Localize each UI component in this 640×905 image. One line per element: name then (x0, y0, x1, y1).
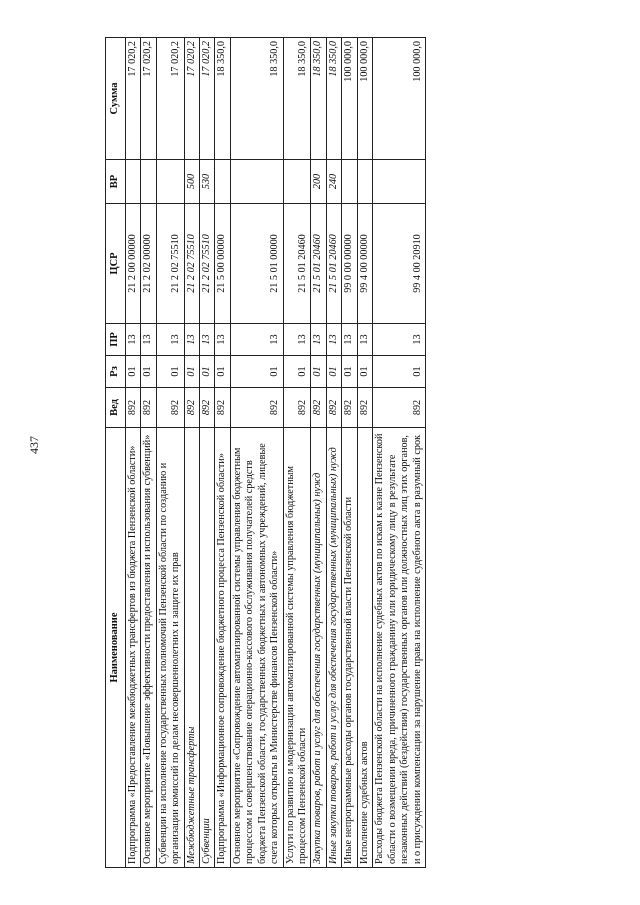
header-csr: ЦСР (106, 204, 126, 324)
cell-rz: 01 (342, 356, 357, 388)
cell-csr: 21 2 02 75510 (156, 204, 184, 324)
cell-vr: 500 (184, 160, 199, 204)
cell-sum: 18 350,0 (311, 38, 326, 160)
table-row (326, 38, 341, 868)
cell-name: Услуги по развитию и модернизации автоматизированной системы управления бюджетным процессом Пензенской области (283, 428, 311, 868)
table-row (230, 38, 283, 868)
cell-rz: 01 (357, 356, 372, 388)
cell-ved: 892 (125, 388, 140, 428)
cell-ved: 892 (311, 388, 326, 428)
table-row (215, 38, 230, 868)
cell-sum: 17 020,2 (125, 38, 140, 160)
table-row (373, 38, 426, 868)
cell-ved: 892 (326, 388, 341, 428)
table-header-row (106, 38, 126, 868)
cell-ved: 892 (342, 388, 357, 428)
cell-rz: 01 (230, 356, 283, 388)
cell-pr: 13 (156, 324, 184, 356)
cell-csr: 21 2 00 00000 (125, 204, 140, 324)
cell-csr: 99 4 00 20910 (373, 204, 426, 324)
cell-vr (156, 160, 184, 204)
cell-rz: 01 (215, 356, 230, 388)
cell-rz: 01 (125, 356, 140, 388)
header-rz: Рз (106, 356, 126, 388)
cell-vr (215, 160, 230, 204)
cell-sum: 17 020,2 (199, 38, 214, 160)
cell-pr: 13 (215, 324, 230, 356)
table-row (311, 38, 326, 868)
cell-name: Подпрограмма «Предоставление межбюджетных трансфертов из бюджета Пензенской области» (125, 428, 140, 868)
cell-rz: 01 (326, 356, 341, 388)
cell-sum: 17 020,2 (156, 38, 184, 160)
table-row (184, 38, 199, 868)
header-ved: Вед (106, 388, 126, 428)
cell-ved: 892 (230, 388, 283, 428)
cell-ved: 892 (373, 388, 426, 428)
table-row (342, 38, 357, 868)
cell-csr: 21 2 02 75510 (199, 204, 214, 324)
cell-csr: 21 5 01 20460 (283, 204, 311, 324)
header-vr: ВР (106, 160, 126, 204)
cell-ved: 892 (357, 388, 372, 428)
cell-pr: 13 (199, 324, 214, 356)
cell-name: Иные непрограммные расходы органов государственной власти Пензенской области (342, 428, 357, 868)
cell-sum: 17 020,2 (184, 38, 199, 160)
cell-name: Расходы бюджета Пензенской области на исполнение судебных актов по искам к казне Пензенской области о возмещении вреда, причиненного гражданину или юридическому лицу в результате незаконных действий (бездействия) государственных органов или должностных лиц этих органов, и о присуждении компенсации за нарушение права на исполнение судебного акта в разумный срок (373, 428, 426, 868)
cell-pr: 13 (342, 324, 357, 356)
cell-csr: 21 5 00 00000 (215, 204, 230, 324)
cell-name: Субвенции на исполнение государственных полномочий Пензенской области по созданию и организации комиссий по делам несовершеннолетних и защите их прав (156, 428, 184, 868)
cell-csr: 99 4 00 00000 (357, 204, 372, 324)
cell-ved: 892 (156, 388, 184, 428)
cell-name: Исполнение судебных актов (357, 428, 372, 868)
table-row (156, 38, 184, 868)
cell-name: Межбюджетные трансферты (184, 428, 199, 868)
header-pr: ПР (106, 324, 126, 356)
cell-rz: 01 (373, 356, 426, 388)
cell-pr: 13 (283, 324, 311, 356)
cell-rz: 01 (283, 356, 311, 388)
cell-pr: 13 (326, 324, 341, 356)
cell-csr: 21 2 02 75510 (184, 204, 199, 324)
cell-ved: 892 (141, 388, 156, 428)
table-row (283, 38, 311, 868)
cell-pr: 13 (184, 324, 199, 356)
cell-ved: 892 (215, 388, 230, 428)
cell-sum: 18 350,0 (215, 38, 230, 160)
cell-pr: 13 (125, 324, 140, 356)
cell-sum: 100 000,0 (342, 38, 357, 160)
cell-name: Иные закупки товаров, работ и услуг для обеспечения государственных (муниципальных) нужд (326, 428, 341, 868)
table-row (125, 38, 140, 868)
cell-csr: 99 0 00 00000 (342, 204, 357, 324)
cell-csr: 21 5 01 00000 (230, 204, 283, 324)
cell-sum: 17 020,2 (141, 38, 156, 160)
cell-sum: 18 350,0 (326, 38, 341, 160)
cell-sum: 18 350,0 (283, 38, 311, 160)
cell-vr (373, 160, 426, 204)
cell-ved: 892 (283, 388, 311, 428)
table-row (141, 38, 156, 868)
table-row (199, 38, 214, 868)
rotated-table-wrapper (105, 38, 555, 868)
cell-vr (357, 160, 372, 204)
cell-pr: 13 (311, 324, 326, 356)
budget-table (105, 37, 426, 868)
table-row (357, 38, 372, 868)
header-name: Наименование (106, 428, 126, 868)
cell-pr: 13 (357, 324, 372, 356)
cell-sum: 100 000,0 (357, 38, 372, 160)
cell-csr: 21 2 02 00000 (141, 204, 156, 324)
cell-name: Субвенции (199, 428, 214, 868)
cell-vr (141, 160, 156, 204)
cell-vr (230, 160, 283, 204)
cell-csr: 21 5 01 20460 (311, 204, 326, 324)
cell-vr (342, 160, 357, 204)
cell-vr: 530 (199, 160, 214, 204)
table-body (125, 38, 425, 868)
cell-rz: 01 (141, 356, 156, 388)
cell-name: Подпрограмма «Информационное сопровождение бюджетного процесса Пензенской области» (215, 428, 230, 868)
cell-ved: 892 (184, 388, 199, 428)
cell-vr: 200 (311, 160, 326, 204)
page-number: 437 (27, 436, 41, 454)
cell-ved: 892 (199, 388, 214, 428)
cell-sum: 100 000,0 (373, 38, 426, 160)
cell-pr: 13 (141, 324, 156, 356)
cell-name: Закупка товаров, работ и услуг для обеспечения государственных (муниципальных) нужд (311, 428, 326, 868)
cell-sum: 18 350,0 (230, 38, 283, 160)
cell-rz: 01 (311, 356, 326, 388)
cell-rz: 01 (156, 356, 184, 388)
cell-csr: 21 5 01 20460 (326, 204, 341, 324)
cell-rz: 01 (199, 356, 214, 388)
cell-vr: 240 (326, 160, 341, 204)
cell-name: Основное мероприятие «Повышение эффективности предоставления и использования субвенций» (141, 428, 156, 868)
cell-name: Основное мероприятие «Сопровождение автоматизированной системы управления бюджетным процессом и совершенствование операционно-кассового обслуживания получателей средств бюджета Пензенской области, государственных бюджетных и автономных учреждений, лицевые счета которых открыты в Министерстве финансов Пензенской области» (230, 428, 283, 868)
cell-pr: 13 (230, 324, 283, 356)
header-sum: Сумма (106, 38, 126, 160)
cell-pr: 13 (373, 324, 426, 356)
cell-vr (283, 160, 311, 204)
cell-vr (125, 160, 140, 204)
cell-rz: 01 (184, 356, 199, 388)
